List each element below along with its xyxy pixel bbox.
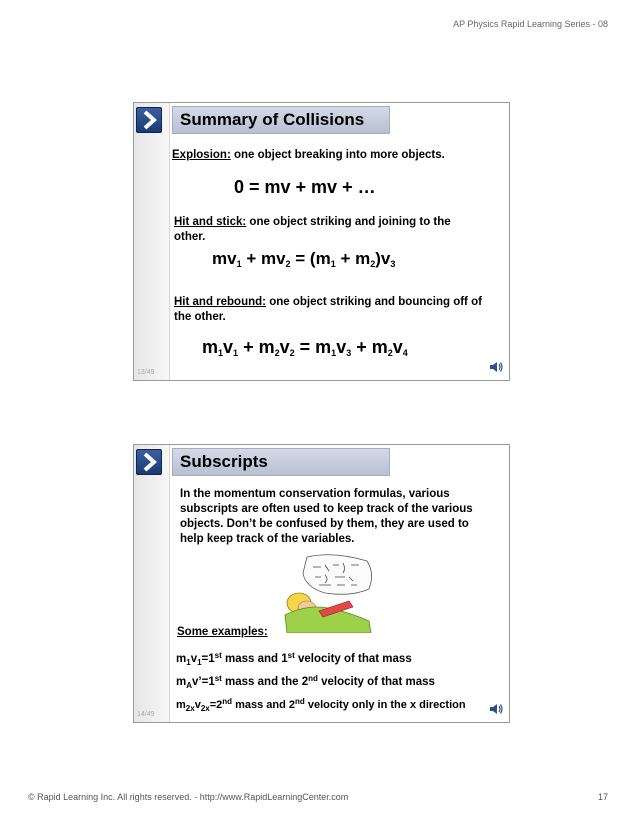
hit-stick-term: Hit and stick: [174, 216, 247, 228]
slide-sidebar [134, 103, 170, 380]
next-arrow-icon[interactable] [136, 107, 162, 133]
hit-stick-desc: one object striking and joining to the other. [174, 216, 451, 243]
speaker-icon[interactable] [489, 702, 503, 716]
subscripts-intro: In the momentum conservation formulas, various subscripts are often used to keep track of the various objects. Don’t be confused by them, they are used to help keep track of the variables. [180, 488, 473, 545]
slide-number: 14/49 [137, 711, 155, 718]
explosion-term: Explosion: [172, 149, 231, 161]
hit-rebound-desc: one object striking and bouncing off of the other. [174, 296, 482, 323]
slide-title-bar [172, 448, 390, 476]
footer-copyright: © Rapid Learning Inc. All rights reserved. - http://www.RapidLearningCenter.com [28, 792, 349, 802]
hit-rebound-equation: $m_1v_1 + m_2v_2 = m_1v_3 + m_2v_4$ [202, 337, 408, 358]
slide-summary-of-collisions [133, 102, 510, 381]
explosion-desc: one object breaking into more objects. [230, 149, 445, 161]
slide-subscripts [133, 444, 510, 723]
slide-title: Subscripts [180, 452, 268, 471]
explosion-equation: 0 = mv + mv + … [234, 177, 376, 197]
hit-rebound-definition [174, 295, 489, 325]
hit-stick-equation: $mv_1 + mv_2 = (m_1 + m_2)v_3$ [212, 249, 396, 269]
hit-rebound-term: Hit and rebound: [174, 296, 266, 308]
slide-sidebar [134, 445, 170, 722]
speaker-icon[interactable] [489, 360, 503, 374]
example-3: $m_{2x}v_{2x}=2nd$ mass and 2nd velocity only in the x direction [176, 697, 466, 713]
footer-page-number: 17 [597, 792, 608, 802]
examples-heading: Some examples: [177, 626, 268, 638]
slide-number: 13/49 [137, 369, 155, 376]
student-formulas-illustration [279, 553, 379, 633]
slide-title: Summary of Collisions [180, 110, 365, 129]
example-2: $m_Av’=1st$ mass and the 2nd velocity of that mass [176, 674, 435, 690]
next-arrow-icon[interactable] [136, 449, 162, 475]
explosion-definition [172, 148, 502, 163]
slide-title-bar [172, 106, 390, 134]
page-header: AP Physics Rapid Learning Series - 08 [453, 19, 608, 29]
example-1: $m_1v_1=1st$ mass and 1st velocity of that mass [176, 651, 412, 667]
hit-stick-definition [174, 215, 474, 245]
